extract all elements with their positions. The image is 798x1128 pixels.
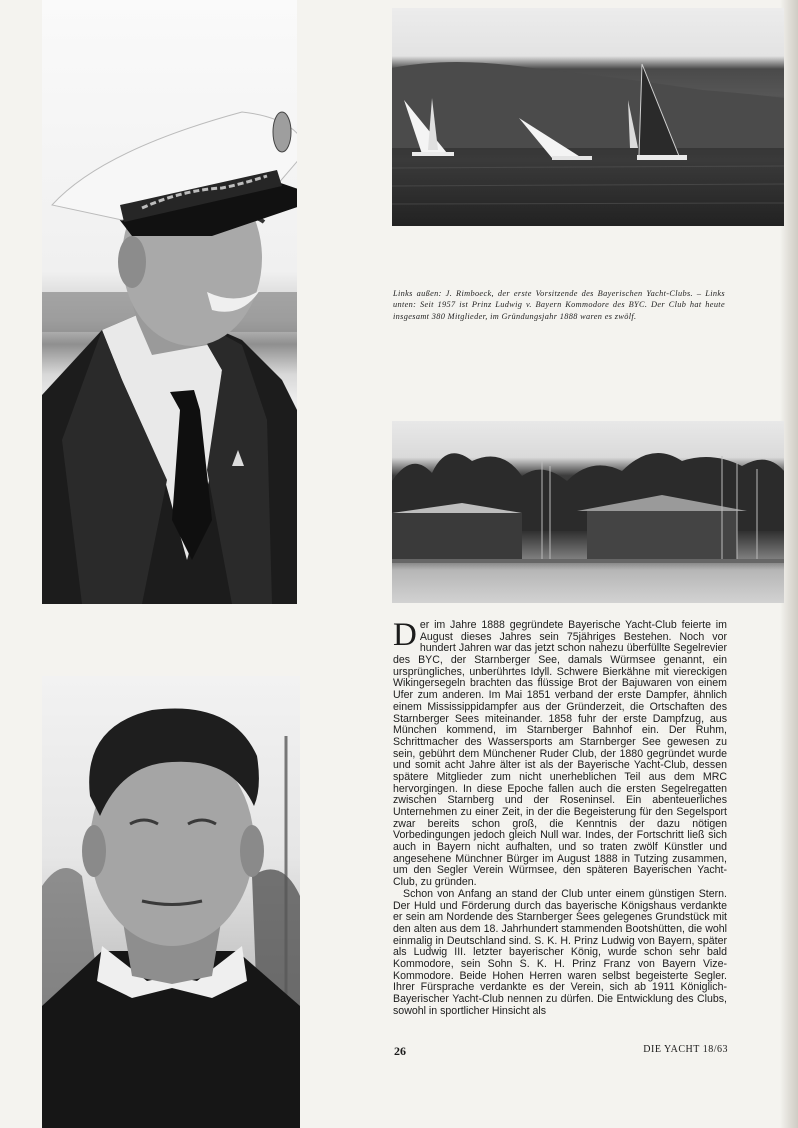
article-paragraph-1-text: er im Jahre 1888 gegründete Bayerische Yacht-Club feierte im August dieses Jahres sein 75jähriges Bestehen. Noch vor hundert Jahren war das jetzt schon nahezu überfüllte Segelrevier des BYC, der Starnberger See, damals Würmsee genannt, ein ursprüngliches, unberührtes Idyll. Schwere Bierkähne mit viereckigen Wikingersegeln brachten das flüssige Brot der Bajuwaren von einem Ufer zum anderen. Im Mai 1851 verband der erste Dampfer, ähnlich einem Mississippidampfer aus der Gründerzeit, die Ortschaften des Starnberger Sees miteinander. 1858 fuhr der erste Dampfzug, aus München kommend, im Starnberger Bahnhof ein. Der Ruhm, Schrittmacher des Wassersports am Starnberger See gewesen zu sein, gebührt dem Münchener Ruder Club, der 1880 gegründet wurde und somit acht Jahre älter ist als der Bayerische Yacht-Club, dessen spätere Mitglieder zum nicht unerheblichen Teil aus dem MRC hervorgingen. In diese Epoche fallen auch die ersten Segelregatten zwischen Starnberg und der Roseninsel. Ein abenteuerliches Unternehmen zu einer Zeit, in der die Begeisterung für den Segelsport zwar bereits schon groß, die Kenntnis der dazu nötigen Vorbedingungen jedoch gleich Null war. Indes, der Fortschritt ließ sich auch in Bayern nicht aufhalten, und so traten zwölf Künstler und angesehene Münchner Bürger im August 1888 in Tutzing zusammen, um den Segler Verein Würmsee, den späteren Bayerischen Yacht-Club, zu gründen. <box>393 619 727 889</box>
article-paragraph-2: Schon von Anfang an stand der Club unter einem günstigen Stern. Der Huld und Förderung durch das bayerische Königshaus verdankte er sein am Nordende des Starnberger Sees gelegenes Grundstück mit den alten aus dem 18. Jahrhundert stammenden Bootshütten, die wohl einmalig in Deutschland sind. S. K. H. Prinz Ludwig von Bayern, später als Ludwig III. letzter bayerischer König, wurde schon sehr bald Kommodore, sein Sohn S. K. H. Prinz Franz von Bayern Vize-Kommodore. Beide Hohen Herren waren selbst begeisterte Segler. Ihrer Fürsprache verdankte es der Verein, sich ab 1911 Königlich-Bayerischer Yacht-Club nennen zu dürfen. Die Entwicklung des Clubs, sowohl in sportlicher Hinsicht als <box>393 887 727 1017</box>
prinz-ludwig-portrait-photo <box>42 676 300 1128</box>
article-body <box>393 617 727 1017</box>
clubhouse-boathouses-photo <box>392 421 784 603</box>
photo-caption: Links außen: J. Rimboeck, der erste Vorsitzende des Bayerischen Yacht-Clubs. – Links unten: Seit 1957 ist Prinz Ludwig v. Bayern Kommodore des BYC. Der Club hat heute insgesamt 380 Mitglieder, im Gründungsjahr 1888 waren es zwölf. <box>393 289 725 321</box>
article-paragraph-1 <box>393 617 727 889</box>
drop-cap: D <box>393 617 417 653</box>
regatta-sailboats-photo <box>392 8 784 226</box>
page-number: 26 <box>394 1044 406 1058</box>
rimboeck-portrait-photo <box>42 0 297 604</box>
magazine-issue-reference: DIE YACHT 18/63 <box>643 1044 728 1055</box>
